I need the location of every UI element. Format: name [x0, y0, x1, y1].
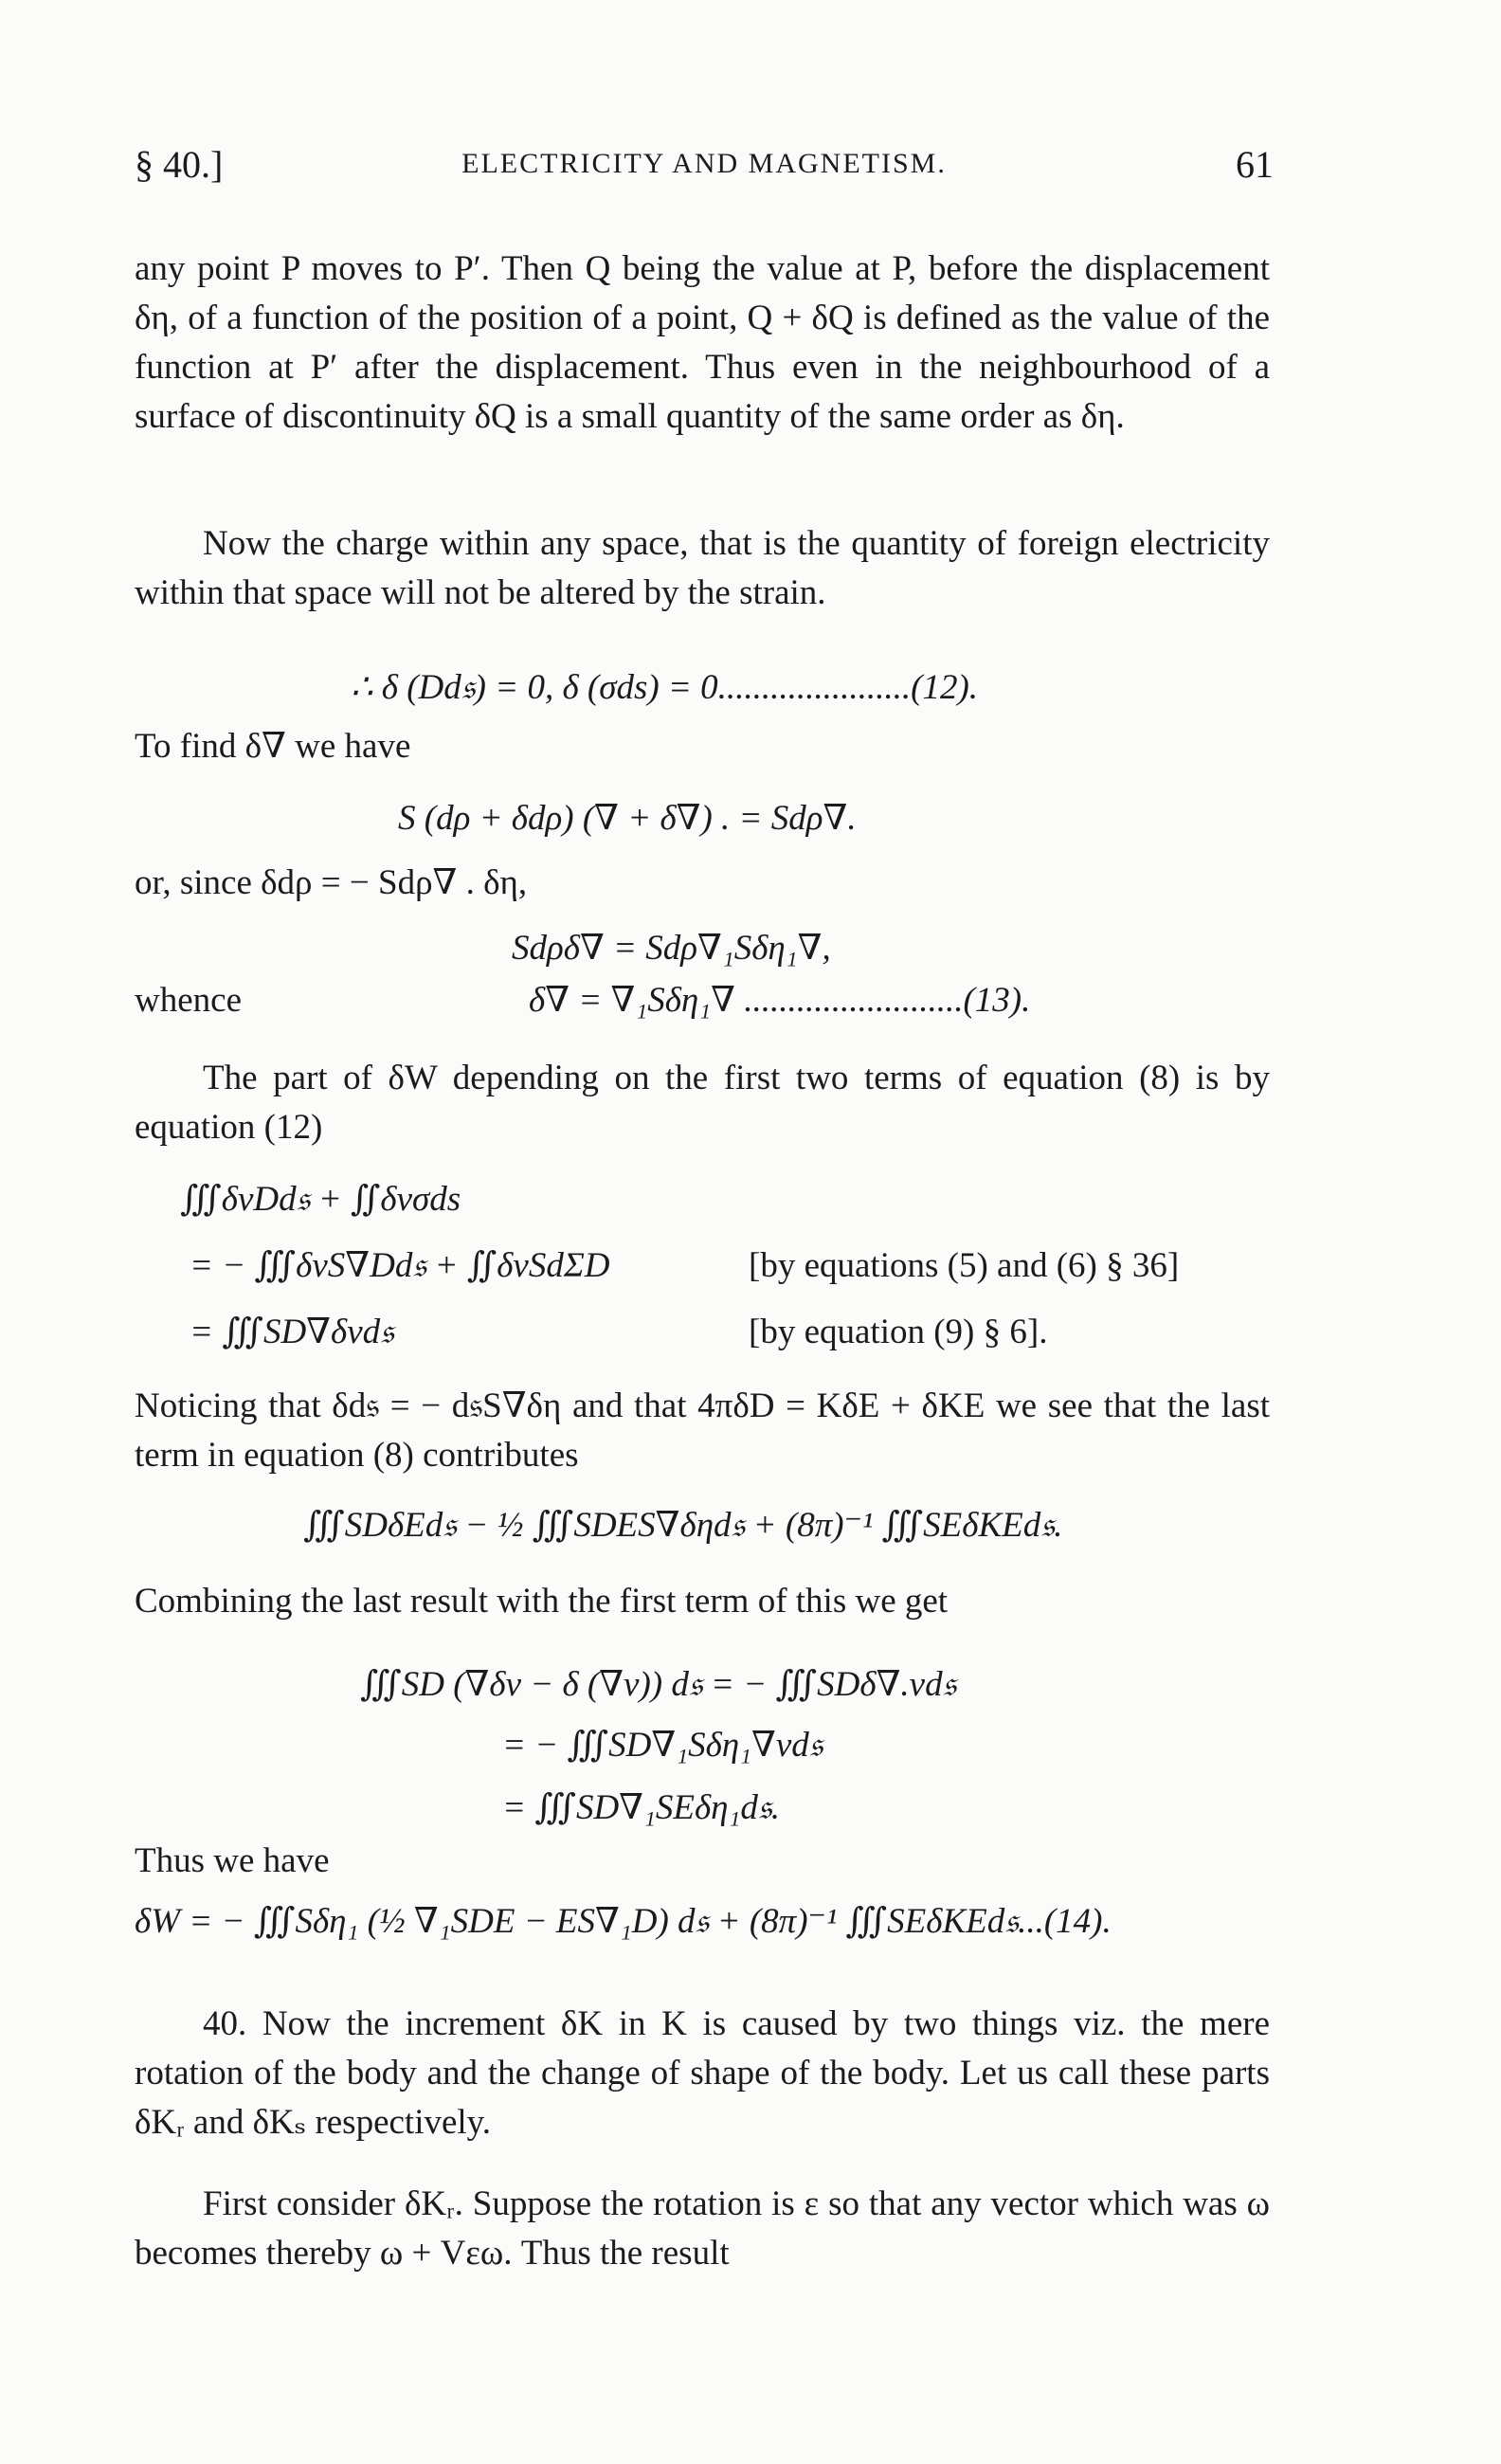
- paragraph-rotation: First consider δKᵣ. Suppose the rotation is ε so that any vector which was ω becomes thereby ω + Vεω. Thus the result: [135, 2184, 1270, 2273]
- text-whence: whence: [135, 981, 242, 1020]
- reference-equation-9: [by equation (9) § 6].: [749, 1313, 1048, 1351]
- text-combining: Combining the last result with the first term of this we get: [135, 1582, 949, 1621]
- equation-12: ∴ δ (Dd𝔰) = 0, δ (σds) = 0......................(12).: [351, 668, 979, 707]
- combined-line-1: ∭SD (∇δv − δ (∇v)) d𝔰 = − ∭SDδ∇.vd𝔰: [360, 1665, 956, 1704]
- section-marker: § 40.]: [135, 143, 224, 186]
- combined-line-3: = ∭SD∇₁SEδη₁d𝔰.: [502, 1788, 781, 1827]
- text-to-find: To find δ∇ we have: [135, 727, 411, 766]
- paragraph-40: 40. Now the increment δK in K is caused by two things viz. the mere rotation of the body and the change of shape of the body. Let us call these parts δKᵣ and δKₛ respectively.: [135, 2004, 1270, 2142]
- paragraph-displacement: any point P moves to P′. Then Q being the value at P, before the displacement δη, of a function of the position of a point, Q + δQ is defined as the value of the function at P′ after the displacement. Thus even in the neighbourhood of a surface of discontinuity δQ is a small quantity of the same order as δη.: [135, 249, 1270, 436]
- integral-line-3: = ∭SD∇δvd𝔰: [190, 1313, 394, 1351]
- page-number: 61: [1236, 143, 1274, 186]
- text-or-since: or, since δdρ = − Sdρ∇ . δη,: [135, 863, 528, 902]
- integral-line-1: ∭δvDd𝔰 + ∬δvσds: [180, 1180, 461, 1219]
- equation-contribution: ∭SDδEd𝔰 − ½ ∭SDES∇δηd𝔰 + (8π)⁻¹ ∭SEδKEd𝔰.: [303, 1506, 1063, 1545]
- text-thus: Thus we have: [135, 1841, 330, 1880]
- running-header: [135, 142, 1274, 199]
- equation-sdr: Sdρδ∇ = Sdρ∇₁Sδη₁∇,: [512, 929, 831, 968]
- reference-equations-5-6: [by equations (5) and (6) § 36]: [749, 1246, 1180, 1285]
- running-title: ELECTRICITY AND MAGNETISM.: [461, 148, 947, 179]
- paragraph-noticing: Noticing that δd𝔰 = − d𝔰S∇δη and that 4πδD = KδE + δKE we see that the last term in equation (8) contributes: [135, 1386, 1270, 1475]
- combined-line-2: = − ∭SD∇₁Sδη₁∇vd𝔰: [502, 1726, 823, 1765]
- paragraph-part-of-dw: The part of δW depending on the first two terms of equation (8) is by equation (12): [135, 1059, 1270, 1147]
- equation-13: δ∇ = ∇₁Sδη₁∇ .........................(13).: [529, 981, 1031, 1020]
- integral-line-2: = − ∭δvS∇Dd𝔰 + ∬δvSdΣD: [190, 1246, 610, 1285]
- equation-s: S (dρ + δdρ) (∇ + δ∇) . = Sdρ∇.: [398, 799, 857, 838]
- equation-14: δW = − ∭Sδη₁ (½ ∇₁SDE − ES∇₁D) d𝔰 + (8π)⁻¹ ∭SEδKEd𝔰...(14).: [135, 1902, 1112, 1941]
- paragraph-charge: Now the charge within any space, that is the quantity of foreign electricity within that space will not be altered by the strain.: [135, 524, 1270, 612]
